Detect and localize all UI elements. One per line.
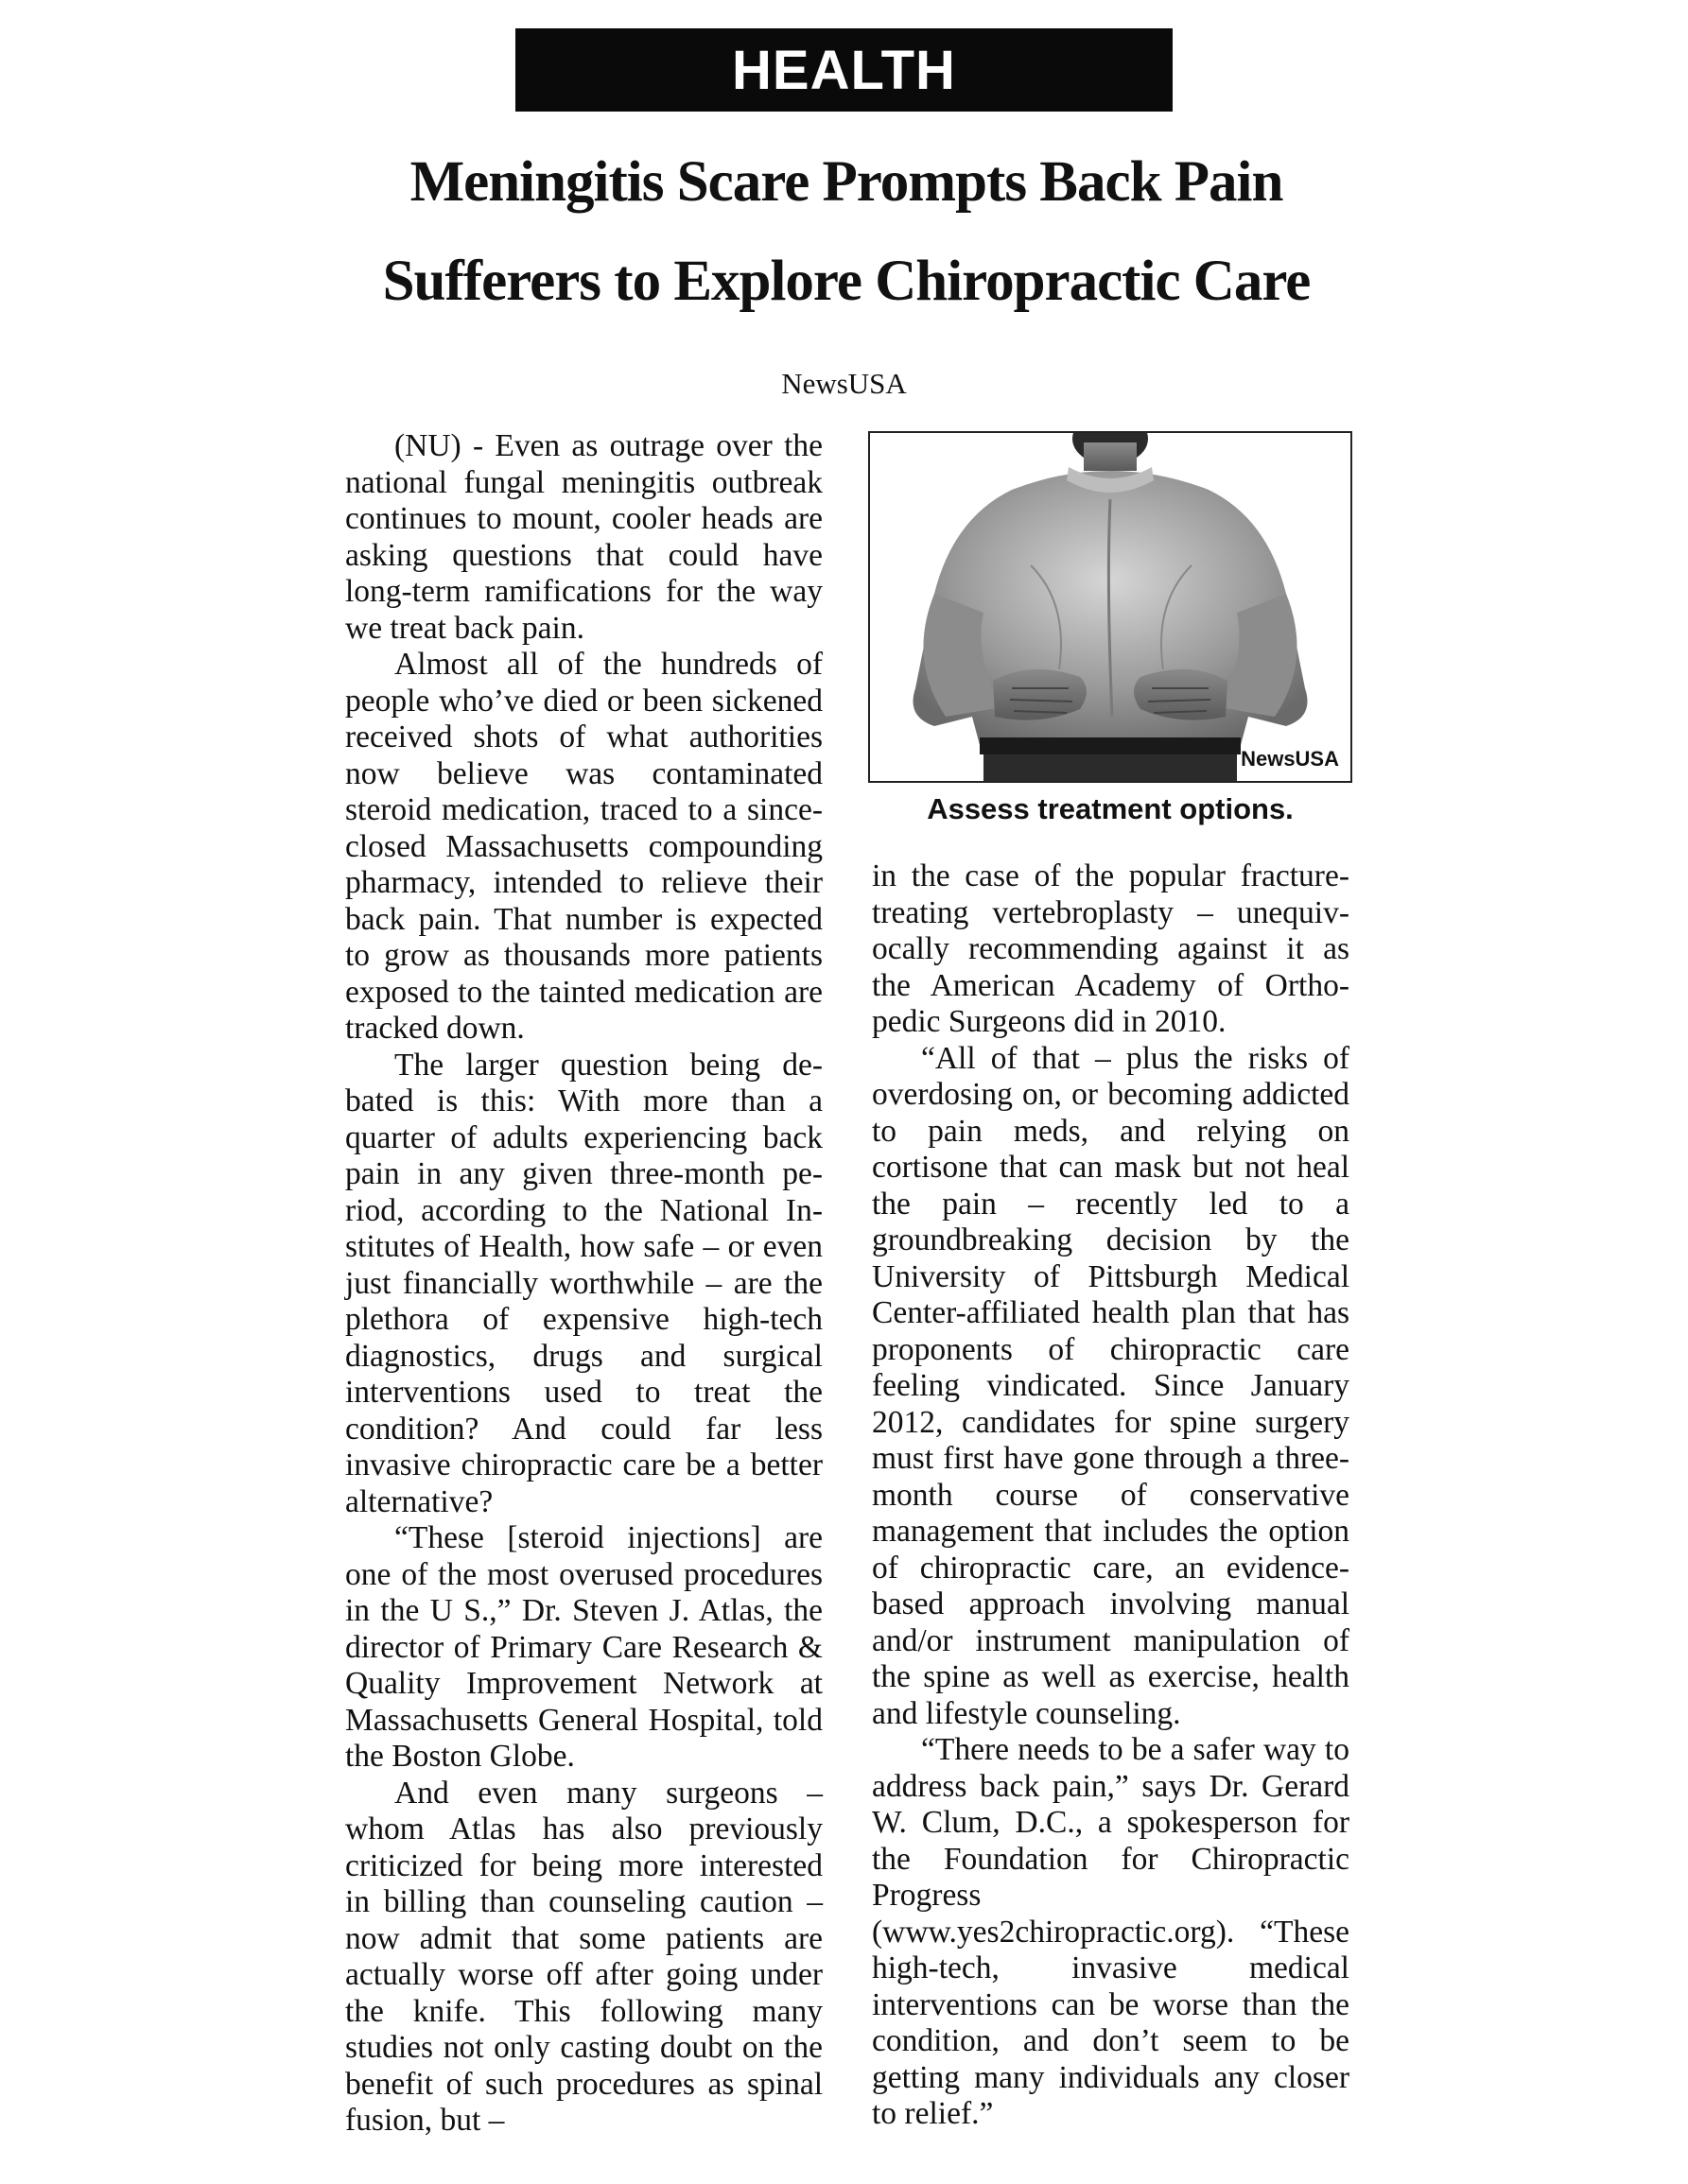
section-label: HEALTH (732, 39, 956, 101)
paragraph: “All of that – plus the risks of overdosing on, or becoming addicted to pain meds, and relying on cortisone that can mask but not heal the pain – recently led to a groundbreaking decision by the University of Pittsburgh Medical Center-affiliated health plan that has proponents of chiropractic care feeling vindicated. Since January 2012, candidates for spine surgery must first have gone through a three-month course of conservative management that includes the option of chiropractic care, an evidence-based approach involving manual and/or instrument manipulation of the spine as well as exercise, health and lifestyle counseling. (872, 1040, 1349, 1731)
paragraph: in the case of the popular fracture-treating vertebroplasty – unequivocally recommending against it as the American Academy of Orthopedic Surgeons did in 2010. (872, 858, 1349, 1039)
paragraph: “There needs to be a safer way to address back pain,” says Dr. Gerard W. Clum, D.C., a spokesperson for the Foundation for Chiropractic Progress (www.yes2chiropractic.org). “These high-tech, invasive medical interventions can be worse than the condition, and don’t seem to be getting many individuals any closer to relief.” (872, 1732, 1349, 2131)
byline: NewsUSA (781, 367, 907, 400)
paragraph: “These [steroid injections] are one of the most overused procedures in the U S.,” Dr. Steven J. Atlas, the director of Primary Care Research & Quality Improvement Network at Massachusetts General Hospital, told the Boston Globe. (345, 1520, 823, 1774)
article-column-right (872, 858, 1349, 2133)
man-holding-lower-back-photo (870, 433, 1350, 781)
article-photo (868, 431, 1352, 783)
article-column-left (345, 428, 823, 2140)
paragraph: (NU) - Even as outrage over the national fungal meningitis outbreak continues to mount, cooler heads are asking questions that could have long-term ramifications for the way we treat back pain. (345, 428, 823, 646)
photo-caption: Assess treatment options. (927, 792, 1294, 825)
article-headline (284, 132, 1409, 331)
photo-credit: NewsUSA (1241, 747, 1339, 771)
section-banner (515, 28, 1173, 112)
paragraph: The larger question being debated is this: With more than a quarter of adults experiencing back pain in any given three-month period, according to the National Institutes of Health, how safe – or even just financially worthwhile – are the plethora of expensive high-tech diagnostics, drugs and surgical interventions used to treat the condition? And could far less invasive chiropractic care be a better alternative? (345, 1047, 823, 1519)
headline-line-1: Meningitis Scare Prompts Back Pain (409, 150, 1283, 214)
paragraph: And even many surgeons – whom Atlas has also previously criticized for being more interested in billing than counseling caution – now admit that some patients are actually worse off after going under the knife. This following many studies not only casting doubt on the benefit of such procedures as spinal fusion, but – (345, 1775, 823, 2138)
headline-line-2: Sufferers to Explore Chiropractic Care (382, 250, 1311, 313)
paragraph: Almost all of the hundreds of people who’ve died or been sickened received shots of what authorities now believe was contaminated steroid medication, traced to a since-closed Massachusetts compounding pharmacy, intended to relieve their back pain. That number is expected to grow as thousands more patients exposed to the tainted medication are tracked down. (345, 647, 823, 1046)
